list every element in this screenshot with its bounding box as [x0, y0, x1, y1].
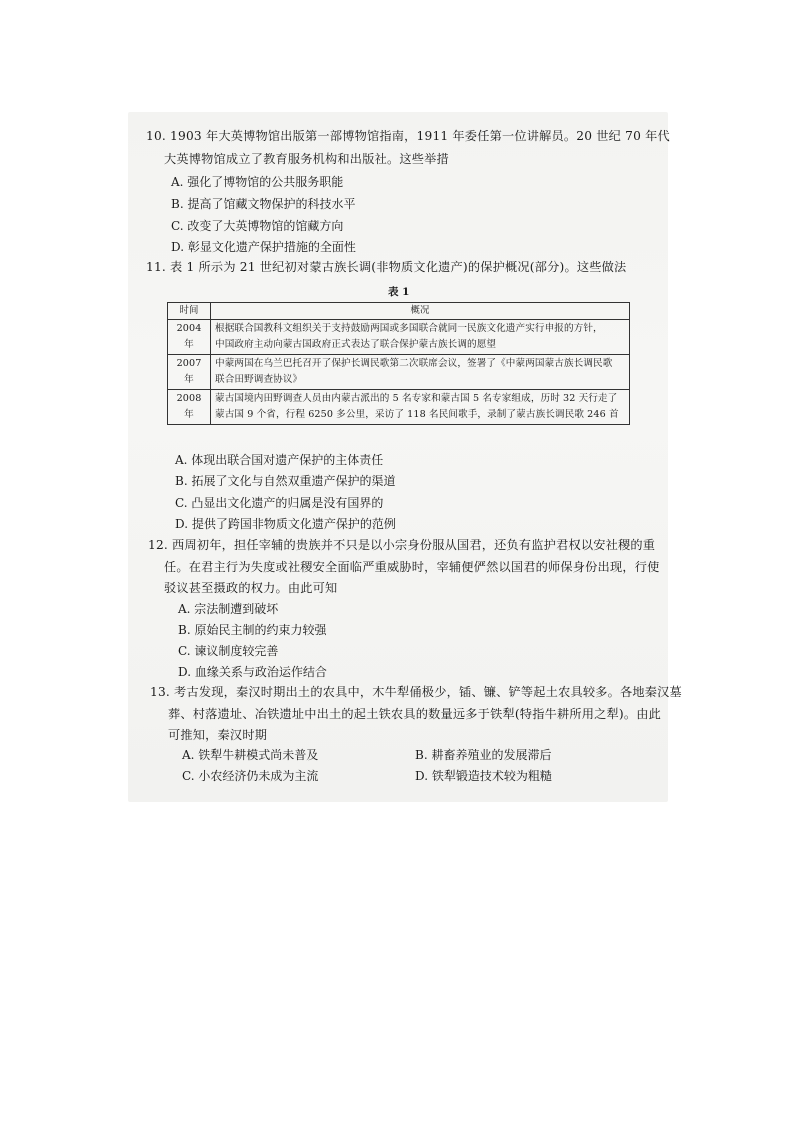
table-cell-year: 2008 年 [168, 390, 211, 425]
q13-option-b: B. 耕畜养殖业的发展滞后 [415, 748, 552, 762]
q10-stem-line-1: 10. 1903 年大英博物馆出版第一部博物馆指南，1911 年委任第一位讲解员。20 世纪 70 年代 [146, 129, 670, 143]
q13-stem-line-1: 13. 考古发现，秦汉时期出土的农具中，木牛犁俑极少，锸、镰、铲等起土农具较多。各地秦汉墓 [150, 685, 682, 699]
table-cell-overview [211, 355, 630, 390]
table-cell-overview [211, 320, 630, 355]
table-cell-year: 2007 年 [168, 355, 211, 390]
q11-option-b: B. 拓展了文化与自然双重遗产保护的渠道 [175, 474, 396, 488]
q10-option-a: A. 强化了博物馆的公共服务职能 [171, 175, 344, 189]
table-header-row [168, 303, 630, 320]
q10-option-b: B. 提高了馆藏文物保护的科技水平 [171, 197, 356, 211]
table-caption: 表 1 [388, 286, 410, 298]
q12-stem-line-2: 任。在君主行为失度或社稷安全面临严重威胁时，宰辅便俨然以国君的师保身份出现，行使 [164, 560, 660, 574]
q13-stem-line-3: 可推知，秦汉时期 [168, 728, 268, 742]
q11-option-d: D. 提供了跨国非物质文化遗产保护的范例 [175, 517, 396, 531]
q12-stem-line-3: 驳议甚至摄政的权力。由此可知 [164, 581, 338, 595]
table-cell-line: 联合田野调查协议》 [215, 374, 303, 385]
table-header-time: 时间 [168, 303, 211, 320]
q10-stem-line-2: 大英博物馆成立了教育服务机构和出版社。这些举措 [164, 152, 449, 166]
table-cell-year: 2004 年 [168, 320, 211, 355]
table-cell-line: 中蒙两国在乌兰巴托召开了保护长调民歌第二次联席会议，签署了《中蒙两国蒙古族长调民歌 [215, 358, 613, 369]
table-cell-line: 蒙古国 9 个省，行程 6250 多公里，采访了 118 名民间歌手，录制了蒙古族长调民歌 246 首 [215, 409, 619, 420]
table-cell-line: 中国政府主动向蒙古国政府正式表达了联合保护蒙古族长调的愿望 [215, 339, 497, 350]
table-row [168, 390, 630, 425]
q12-option-b: B. 原始民主制的约束力较强 [178, 623, 327, 637]
q12-stem-line-1: 12. 西周初年，担任宰辅的贵族并不只是以小宗身份服从国君，还负有监护君权以安社稷的重 [148, 538, 656, 552]
table-row [168, 320, 630, 355]
q13-option-a: A. 铁犁牛耕模式尚未普及 [182, 748, 319, 762]
q12-option-c: C. 谏议制度较完善 [178, 644, 279, 658]
table-header-overview: 概况 [211, 303, 630, 320]
q11-option-a: A. 体现出联合国对遗产保护的主体责任 [175, 453, 384, 467]
q10-option-c: C. 改变了大英博物馆的馆藏方向 [171, 219, 344, 233]
table-cell-overview [211, 390, 630, 425]
q12-option-a: A. 宗法制遭到破坏 [178, 602, 279, 616]
q10-option-d: D. 彰显文化遗产保护措施的全面性 [171, 240, 356, 254]
heritage-protection-table [167, 302, 630, 425]
q13-option-c: C. 小农经济仍未成为主流 [182, 769, 319, 783]
table-row [168, 355, 630, 390]
q11-option-c: C. 凸显出文化遗产的归属是没有国界的 [175, 496, 384, 510]
q13-stem-line-2: 葬、村落遗址、冶铁遗址中出土的起土铁农具的数量远多于铁犁(特指牛耕所用之犁)。由此 [168, 707, 662, 721]
table-cell-line: 蒙古国境内田野调查人员由内蒙古派出的 5 名专家和蒙古国 5 名专家组成，历时 32 天行走了 [215, 393, 618, 404]
q13-option-d: D. 铁犁锻造技术较为粗糙 [415, 769, 552, 783]
q12-option-d: D. 血缘关系与政治运作结合 [178, 665, 327, 679]
q11-stem-line-1: 11. 表 1 所示为 21 世纪初对蒙古族长调(非物质文化遗产)的保护概况(部分)。这些做法 [146, 260, 627, 274]
table-cell-line: 根据联合国教科文组织关于支持鼓励两国或多国联合就同一民族文化遗产实行申报的方针， [215, 323, 603, 334]
